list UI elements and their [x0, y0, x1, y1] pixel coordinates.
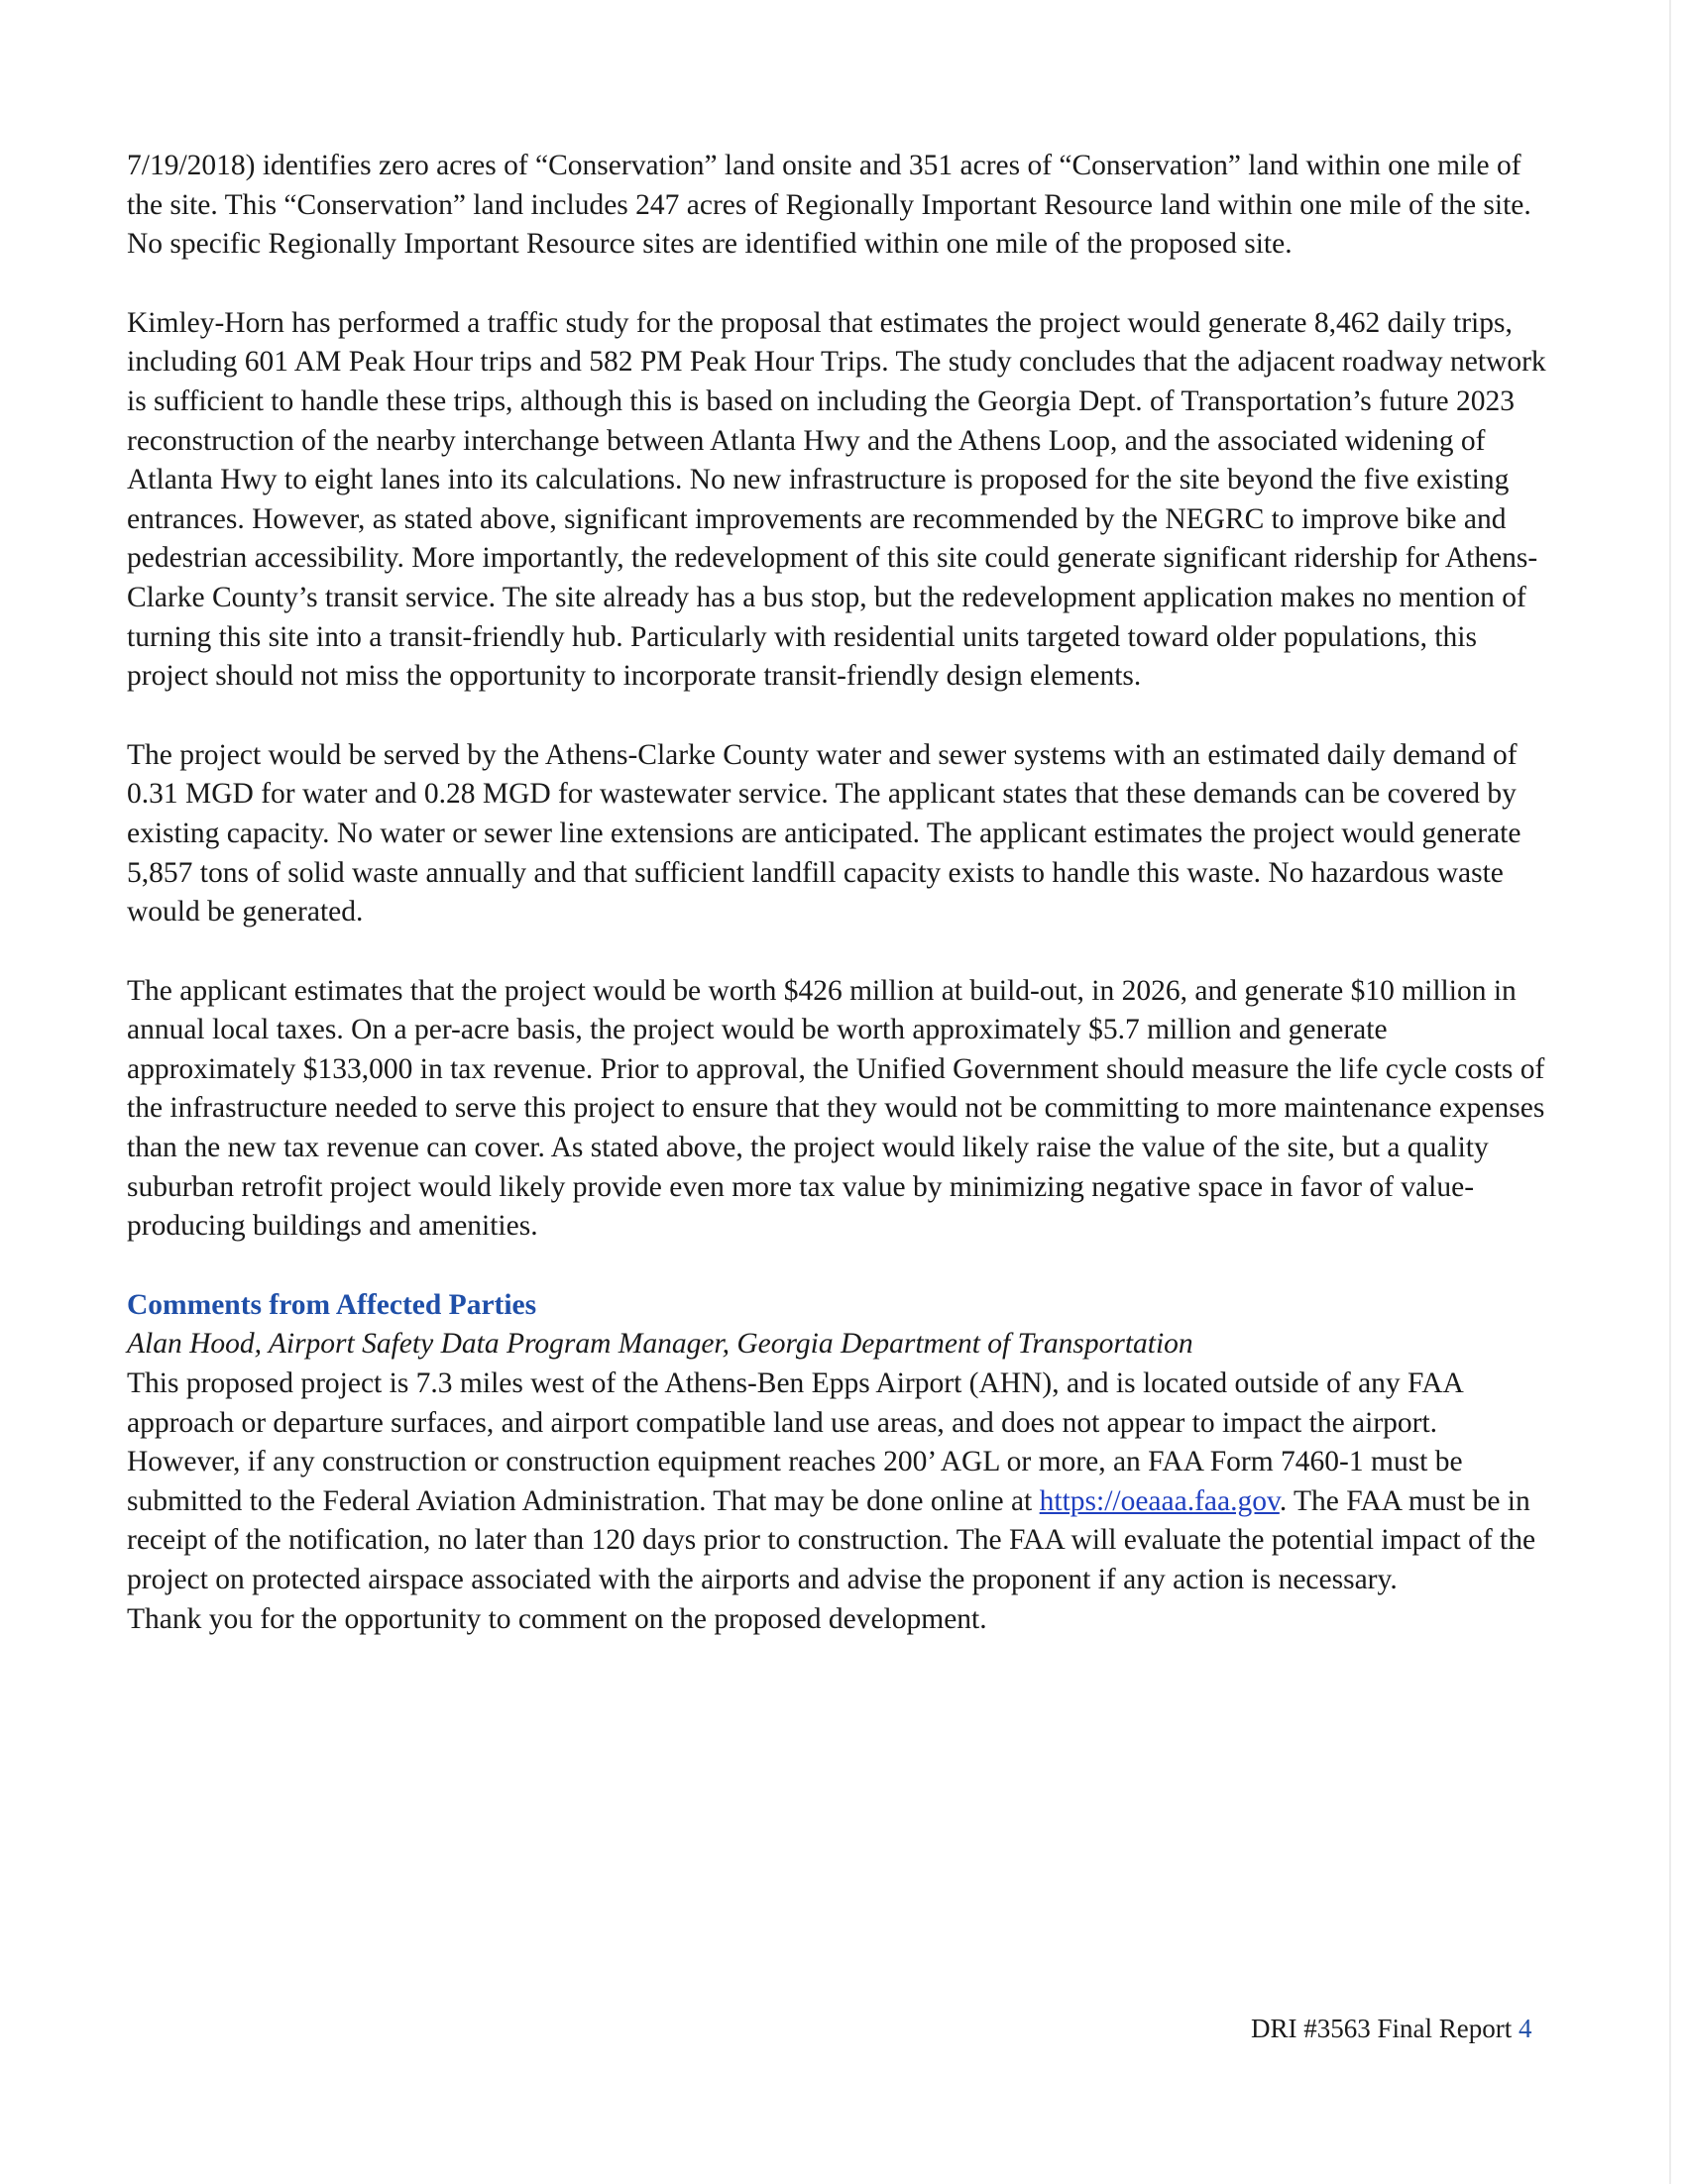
faa-oeaaa-link[interactable]: https://oeaaa.faa.gov: [1039, 1484, 1280, 1517]
comment-text-after-link: . The FAA must be in receipt of the notification, no later than 120 days prior to construction. The FAA will evaluate the potential impact of the project on protected airspace associated with the airports and advise the proponent if any action is necessary.: [127, 1484, 1536, 1595]
commenter-name: Alan Hood, Airport Safety Data Program Manager, Georgia Department of Transportation: [127, 1328, 1193, 1361]
report-label: DRI #3563 Final Report: [1251, 2014, 1513, 2043]
paragraph-conservation-land: 7/19/2018) identifies zero acres of “Conservation” land onsite and 351 acres of “Conservation” land within one mile of the site. This “Conservation” land includes 247 acres of Regionally Important Resource land within one mile of the site. No specific Regionally Important Resource sites are identified within one mile of the proposed site.: [127, 150, 1531, 261]
comment-text-before-link: However, if any construction or construction equipment reaches 200’ AGL or more, an FAA Form 7460-1 must be submitted to the Federal Aviation Administration. That may be done online at: [127, 1446, 1463, 1517]
paragraph-tax-value: The applicant estimates that the project would be worth $426 million at build-out, in 2026, and generate $10 million in annual local taxes. On a per-acre basis, the project would be worth approximately $5.7 million and generate approximately $133,000 in tax revenue. Prior to approval, the Unified Government should measure the life cycle costs of the infrastructure needed to serve this project to ensure that they would not be committing to more maintenance expenses than the new tax revenue can cover. As stated above, the project would likely raise the value of the site, but a quality suburban retrofit project would likely provide even more tax value by minimizing negative space in favor of value-producing buildings and amenities.: [127, 974, 1545, 1243]
paragraph-water-sewer: The project would be served by the Athens-Clarke County water and sewer systems with an estimated daily demand of 0.31 MGD for water and 0.28 MGD for wastewater service. The applicant states that these demands can be covered by existing capacity. No water or sewer line extensions are anticipated. The applicant estimates the project would generate 5,857 tons of solid waste annually and that sufficient landfill capacity exists to handle this waste. No hazardous waste would be generated.: [127, 738, 1521, 928]
comment-paragraph-faa-form: [127, 1443, 1554, 1599]
comment-closing: Thank you for the opportunity to comment on the proposed development.: [127, 1602, 987, 1635]
section-heading: Comments from Affected Parties: [127, 1288, 537, 1321]
comments-section: [127, 1286, 1554, 1639]
document-body: [127, 147, 1554, 1639]
page-footer: [1251, 2012, 1532, 2045]
paragraph-traffic-study: Kimley-Horn has performed a traffic study for the proposal that estimates the project would generate 8,462 daily trips, including 601 AM Peak Hour trips and 582 PM Peak Hour Trips. The study concludes that the adjacent roadway network is sufficient to handle these trips, although this is based on including the Georgia Dept. of Transportation’s future 2023 reconstruction of the nearby interchange between Atlanta Hwy and the Athens Loop, and the associated widening of Atlanta Hwy to eight lanes into its calculations. No new infrastructure is proposed for the site beyond the five existing entrances. However, as stated above, significant improvements are recommended by the NEGRC to improve bike and pedestrian accessibility. More importantly, the redevelopment of this site could generate significant ridership for Athens-Clarke County’s transit service. The site already has a bus stop, but the redevelopment application makes no mention of turning this site into a transit-friendly hub. Particularly with residential units targeted toward older populations, this project should not miss the opportunity to incorporate transit-friendly design elements.: [127, 306, 1546, 693]
comment-paragraph-airport: This proposed project is 7.3 miles west of the Athens-Ben Epps Airport (AHN), and is located outside of any FAA approach or departure surfaces, and airport compatible land use areas, and does not appear to impact the airport.: [127, 1367, 1463, 1439]
page-number: 4: [1519, 2014, 1532, 2043]
scan-edge: [1669, 0, 1671, 2184]
